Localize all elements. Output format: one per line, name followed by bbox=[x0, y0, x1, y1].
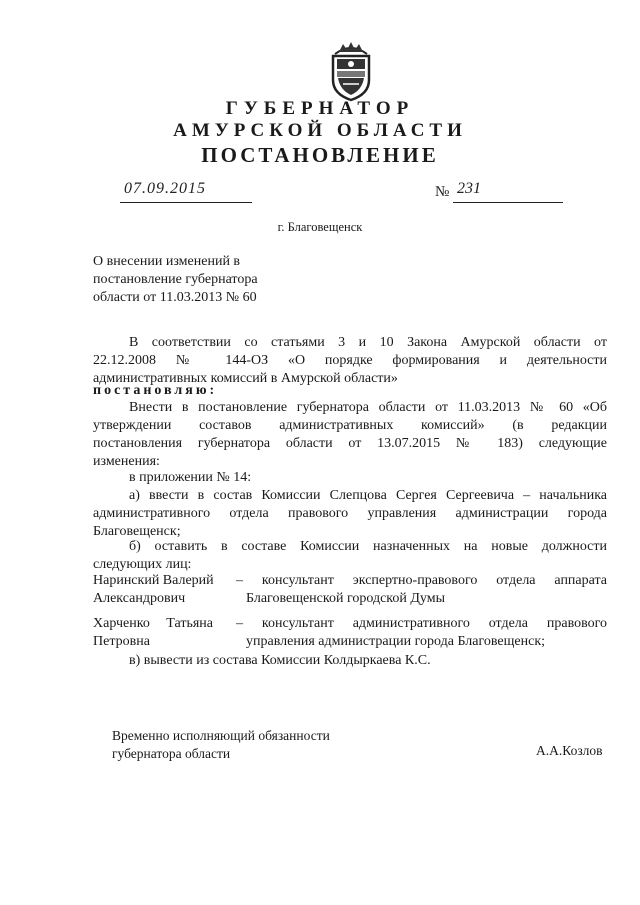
document-number-sign: № bbox=[435, 184, 450, 200]
document-number-field bbox=[453, 180, 563, 203]
text-line: 22.12.2008 № 144-ОЗ «О порядке формирования и деятельности bbox=[93, 353, 607, 368]
text-line: административных комиссий в Амурской области» bbox=[93, 371, 398, 386]
text-line: административного отдела правового управления администрации города bbox=[93, 506, 607, 521]
paragraph-appendix: в приложении № 14: bbox=[129, 470, 252, 485]
text-line: В соответствии со статьями 3 и 10 Закона Амурской области от bbox=[129, 335, 607, 350]
text-line: утверждении составов административных комиссий» (в редакции bbox=[93, 418, 607, 433]
document-number: 231 bbox=[457, 180, 481, 197]
text-line: управления администрации города Благовещенск; bbox=[246, 634, 546, 649]
person-position bbox=[236, 615, 607, 651]
paragraph-amend bbox=[93, 399, 607, 471]
text-line: Благовещенск; bbox=[93, 524, 181, 539]
text-line: Внести в постановление губернатора области от 11.03.2013 № 60 «Об bbox=[129, 400, 607, 415]
decree-word: постановляю: bbox=[93, 383, 218, 398]
header-title-governor: ГУБЕРНАТОР bbox=[225, 98, 415, 119]
text-line: Харченко Татьяна bbox=[93, 616, 213, 631]
text-line: – консультант административного отдела правового bbox=[236, 616, 607, 631]
text-line: постановления губернатора области от 13.07.2015 № 183) следующие bbox=[93, 436, 607, 451]
document-subject bbox=[93, 253, 303, 307]
person-position bbox=[236, 572, 607, 608]
signatory-name: А.А.Козлов bbox=[536, 743, 603, 758]
text-line: изменения: bbox=[93, 454, 160, 469]
header-title-decree: ПОСТАНОВЛЕНИЕ bbox=[201, 143, 439, 167]
subject-line: области от 11.03.2013 № 60 bbox=[93, 290, 257, 305]
paragraph-add-member bbox=[93, 487, 607, 541]
text-line: Наринский Валерий bbox=[93, 573, 214, 588]
paragraph-basis bbox=[93, 334, 607, 388]
text-line: Благовещенской городской Думы bbox=[246, 591, 446, 606]
subject-line: постановление губернатора bbox=[93, 272, 258, 287]
text-line: губернатора области bbox=[112, 746, 231, 761]
paragraph-keep-members bbox=[93, 538, 607, 574]
text-line: следующих лиц: bbox=[93, 557, 192, 572]
text-line: Александрович bbox=[93, 591, 186, 606]
text-line: б) оставить в составе Комиссии назначенных на новые должности bbox=[129, 539, 607, 554]
text-line: Временно исполняющий обязанности bbox=[112, 728, 330, 743]
document-date: 07.09.2015 bbox=[124, 180, 206, 197]
text-line: Петровна bbox=[93, 634, 150, 649]
header-title-region: АМУРСКОЙ ОБЛАСТИ bbox=[173, 120, 467, 141]
person-name bbox=[93, 615, 233, 651]
person-name bbox=[93, 572, 233, 608]
text-line: – консультант экспертно-правового отдела аппарата bbox=[236, 573, 607, 588]
text-line: а) ввести в состав Комиссии Слепцова Сергея Сергеевича – начальника bbox=[129, 488, 607, 503]
city-line: г. Благовещенск bbox=[277, 220, 363, 234]
paragraph-remove-member: в) вывести из состава Комиссии Колдыркаева К.С. bbox=[129, 653, 431, 668]
coat-of-arms-icon bbox=[325, 40, 377, 102]
document-date-field bbox=[120, 180, 252, 203]
subject-line: О внесении изменений в bbox=[93, 254, 241, 269]
signatory-title bbox=[112, 727, 330, 763]
